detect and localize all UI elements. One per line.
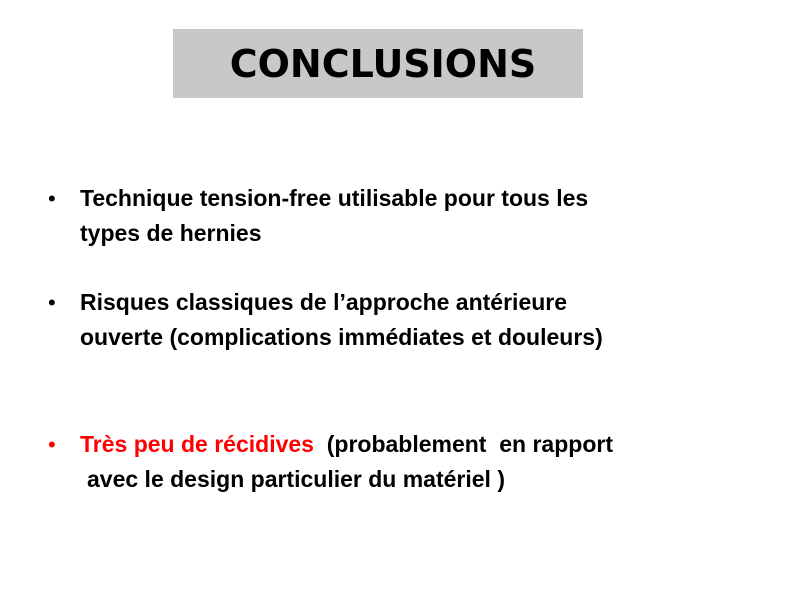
bullet-line: ouverte (complications immédiates et douleurs) — [80, 324, 603, 350]
bullet-line-continuation: (probablement en rapport — [313, 431, 613, 457]
bullet-item-1 — [48, 181, 748, 251]
bullet-item-2 — [48, 285, 748, 355]
bullet-line: Risques classiques de l’approche antérieure — [80, 289, 568, 315]
slide-title: CONCLUSIONS — [229, 41, 537, 86]
bullet-text — [80, 427, 748, 497]
bullet-text — [80, 181, 748, 251]
bullet-marker: • — [48, 290, 56, 315]
title-box — [173, 29, 583, 98]
bullet-line: avec le design particulier du matériel ) — [87, 466, 505, 492]
bullet-item-3 — [48, 427, 748, 497]
bullet-marker: • — [48, 186, 56, 211]
bullet-text — [80, 285, 748, 355]
bullet-line: Technique tension-free utilisable pour tous les — [80, 185, 589, 211]
highlighted-text: Très peu de récidives — [80, 431, 314, 457]
bullet-marker: • — [48, 432, 56, 457]
bullet-line — [80, 427, 748, 462]
bullet-line: types de hernies — [80, 220, 262, 246]
